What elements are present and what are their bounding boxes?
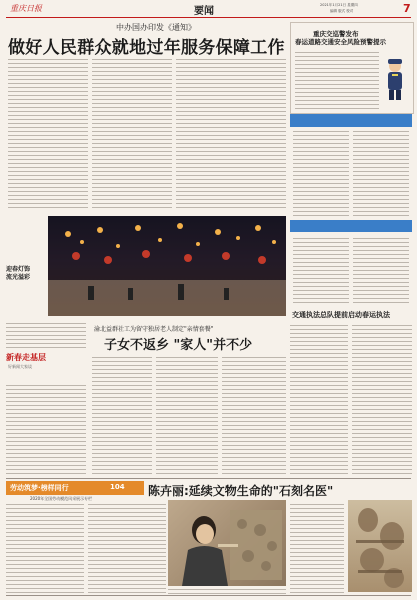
lead-body-col2 <box>92 58 172 208</box>
bottom-body-col3 <box>290 503 344 593</box>
enforcement-headline: 交通执法总队提前启动春运执法 <box>292 311 390 319</box>
labor-banner-tag: 104 <box>110 483 125 491</box>
section-title: 要闻 <box>194 6 214 17</box>
bottom-body-col1 <box>6 503 84 593</box>
labor-banner <box>6 481 144 495</box>
date-line: 2021年1月21日 星期四 <box>320 3 358 7</box>
sidebar-body-2a <box>293 235 349 303</box>
sidebar-header-2 <box>290 220 412 232</box>
relief-photo <box>348 500 412 592</box>
sidebar-block-1 <box>290 114 412 218</box>
feature-body-col2 <box>156 356 218 474</box>
sidebar-body-1a <box>293 130 349 216</box>
traffic-body <box>295 49 379 109</box>
masthead-rule <box>6 17 411 18</box>
sidebar-header-1 <box>290 114 412 127</box>
section-divider <box>6 478 411 479</box>
footer-rule <box>6 595 411 596</box>
feature-badge <box>6 352 54 378</box>
labor-banner-text: 劳动筑梦·榜样同行 <box>10 484 69 492</box>
enforcement-body-col1 <box>290 324 348 474</box>
feature-badge-sub: 好新闻大家谈 <box>8 364 32 369</box>
lead-kicker: 中办国办印发《通知》 <box>116 23 196 32</box>
feature-badge-text: 新春走基层 <box>6 353 46 362</box>
traffic-box <box>290 22 414 114</box>
traffic-title-line1: 重庆交巡警发布 <box>313 30 359 38</box>
police-figure-icon <box>383 57 407 101</box>
bottom-body-col2 <box>88 503 166 593</box>
sidebar-body-2b <box>353 235 409 303</box>
page-number: 7 <box>403 2 411 15</box>
brand-logo: 重庆日报 <box>10 4 42 13</box>
traffic-title-line2: 春运道路交通安全风险预警提示 <box>295 38 386 46</box>
feature-left-col <box>6 382 86 474</box>
lead-body-col1 <box>8 58 88 208</box>
photo-caption-body <box>6 320 86 348</box>
lead-headline: 做好人民群众就地过年服务保障工作 <box>8 38 285 58</box>
bottom-headline: 陈卉丽:延续文物生命的"石刻名医" <box>148 484 334 498</box>
labor-banner-sub: 2020年全国劳动模范风采展示专栏 <box>30 496 93 501</box>
photo2-caption <box>168 588 286 594</box>
masthead <box>0 0 417 17</box>
photo-caption-box <box>6 216 46 316</box>
feature-body-col1 <box>92 356 152 474</box>
photo-caption-title-2: 流光溢彩 <box>6 274 31 281</box>
photo-caption-title-1: 迎春灯饰 <box>6 266 31 273</box>
sidebar-block-2 <box>290 220 412 306</box>
enforcement-body-col2 <box>352 324 412 474</box>
lights-photo <box>48 216 286 316</box>
feature-kicker: 渝北益群社工为留守独居老人制定"亲情套餐" <box>94 326 214 333</box>
restorer-photo <box>168 500 286 586</box>
lead-body-col3 <box>176 58 286 208</box>
masthead-meta: 编辑 版式 校对 <box>330 9 354 13</box>
sidebar-body-1b <box>353 130 409 216</box>
feature-body-col3 <box>222 356 286 474</box>
feature-headline: 子女不返乡 "家人"并不少 <box>104 338 253 353</box>
